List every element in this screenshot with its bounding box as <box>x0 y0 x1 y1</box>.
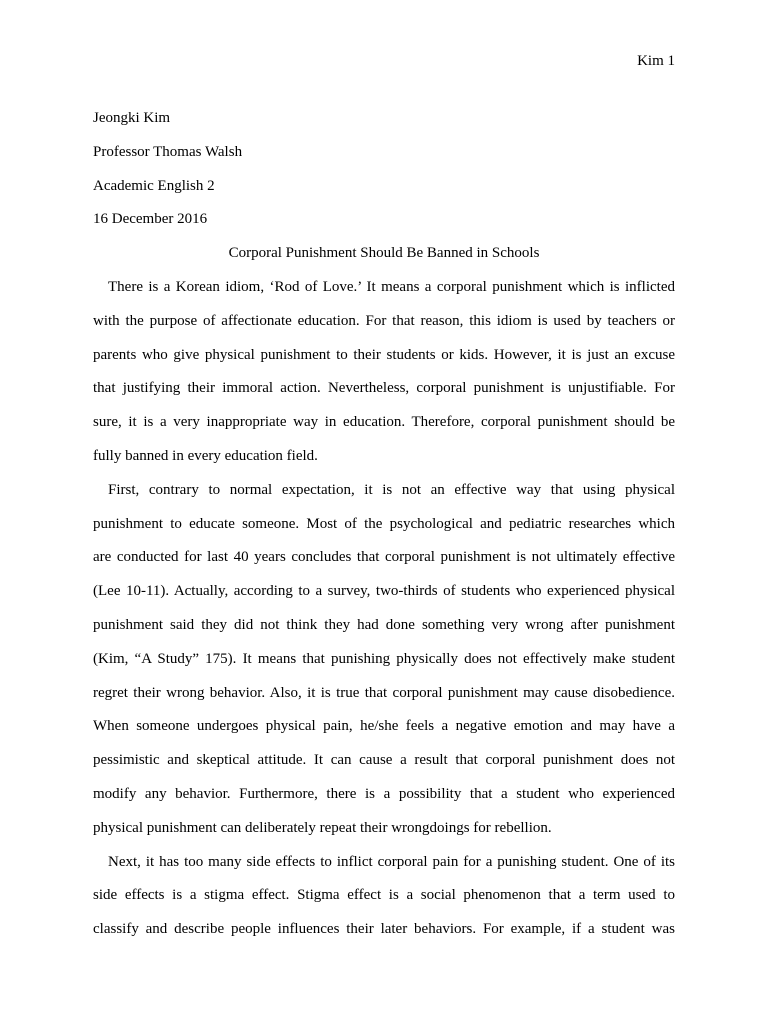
paragraph-line: There is a Korean idiom, ‘Rod of Love.’ It means a corporal punishment which is inflicted <box>108 278 675 295</box>
paragraph-line: pessimistic and skeptical attitude. It can cause a result that corporal punishment does not <box>93 752 675 769</box>
paragraph-2 <box>93 474 675 846</box>
paragraph-line: modify any behavior. Furthermore, there is a possibility that a student who experienced <box>93 785 675 802</box>
paragraph-line: fully banned in every education field. <box>93 447 318 464</box>
paragraph-line: (Lee 10-11). Actually, according to a survey, two-thirds of students who experienced physical <box>93 583 675 600</box>
paragraph-line: Next, it has too many side effects to inflict corporal pain for a punishing student. One of its <box>108 853 675 870</box>
essay-body <box>93 102 675 947</box>
paragraph-line: are conducted for last 40 years concludes that corporal punishment is not ultimately effective <box>93 549 675 566</box>
paragraph-line: classify and describe people influences their later behaviors. For example, if a student was <box>93 921 675 938</box>
professor-name: Professor Thomas Walsh <box>93 143 243 160</box>
course-name: Academic English 2 <box>93 177 215 194</box>
paragraph-line: parents who give physical punishment to their students or kids. However, it is just an excuse <box>93 346 675 363</box>
paragraph-line: punishment to educate someone. Most of the psychological and pediatric researches which <box>93 515 675 532</box>
paragraph-line: punishment said they did not think they had done something very wrong after punishment <box>93 616 675 633</box>
running-head: Kim 1 <box>637 53 675 69</box>
paragraph-line: side effects is a stigma effect. Stigma effect is a social phenomenon that a term used to <box>93 887 675 904</box>
essay-date: 16 December 2016 <box>93 211 208 228</box>
paragraph-line: regret their wrong behavior. Also, it is true that corporal punishment may cause disobedience. <box>93 684 675 701</box>
paragraph-line: When someone undergoes physical pain, he/she feels a negative emotion and may have a <box>93 718 675 735</box>
paragraph-line: physical punishment can deliberately repeat their wrongdoings for rebellion. <box>93 819 552 836</box>
paragraph-line: with the purpose of affectionate education. For that reason, this idiom is used by teachers or <box>93 312 675 329</box>
paragraph-line: that justifying their immoral action. Nevertheless, corporal punishment is unjustifiable. For <box>93 380 675 397</box>
paragraph-line: (Kim, “A Study” 175). It means that punishing physically does not effectively make student <box>93 650 675 667</box>
paragraph-1 <box>93 271 675 474</box>
author-name: Jeongki Kim <box>93 110 171 126</box>
paragraph-3 <box>93 846 675 947</box>
paragraph-line: First, contrary to normal expectation, it is not an effective way that using physical <box>108 481 675 498</box>
paragraph-line: sure, it is a very inappropriate way in education. Therefore, corporal punishment should be <box>93 414 675 431</box>
essay-title: Corporal Punishment Should Be Banned in Schools <box>228 245 540 262</box>
